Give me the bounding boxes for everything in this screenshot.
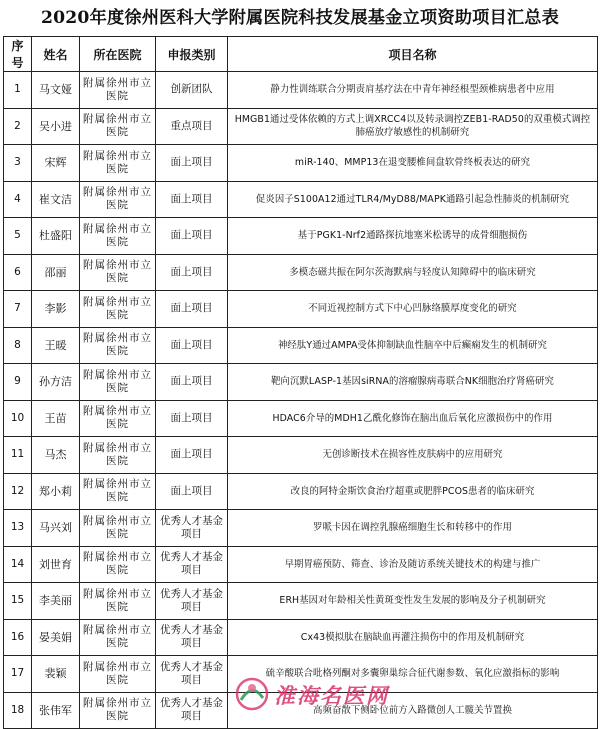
table-row <box>4 72 598 109</box>
cell-index: 2 <box>4 108 32 145</box>
cell-hospital: 附属徐州市立医院 <box>80 546 156 583</box>
cell-index: 9 <box>4 364 32 401</box>
cell-name: 宋辉 <box>32 145 80 182</box>
projects-table <box>3 36 598 729</box>
cell-category: 优秀人才基金项目 <box>156 656 228 693</box>
cell-name: 马文娅 <box>32 72 80 109</box>
header-name: 姓名 <box>32 37 80 72</box>
cell-project: miR-140、MMP13在退变腰椎间盘软骨终板表达的研究 <box>228 145 598 182</box>
cell-category: 优秀人才基金项目 <box>156 692 228 729</box>
cell-index: 5 <box>4 218 32 255</box>
cell-category: 面上项目 <box>156 473 228 510</box>
cell-name: 孙方洁 <box>32 364 80 401</box>
cell-category: 创新团队 <box>156 72 228 109</box>
cell-project: 多模态磁共振在阿尔茨海默病与轻度认知障碍中的临床研究 <box>228 254 598 291</box>
cell-name: 吴小进 <box>32 108 80 145</box>
cell-index: 4 <box>4 181 32 218</box>
cell-hospital: 附属徐州市立医院 <box>80 291 156 328</box>
cell-index: 12 <box>4 473 32 510</box>
cell-index: 8 <box>4 327 32 364</box>
cell-index: 1 <box>4 72 32 109</box>
cell-hospital: 附属徐州市立医院 <box>80 473 156 510</box>
cell-name: 邵丽 <box>32 254 80 291</box>
cell-name: 张伟军 <box>32 692 80 729</box>
cell-name: 李影 <box>32 291 80 328</box>
cell-index: 11 <box>4 437 32 474</box>
cell-category: 优秀人才基金项目 <box>156 510 228 547</box>
cell-project: 神经肽Y通过AMPA受体抑制缺血性脑卒中后癫痫发生的机制研究 <box>228 327 598 364</box>
cell-category: 面上项目 <box>156 218 228 255</box>
cell-project: 促炎因子S100A12通过TLR4/MyD88/MAPK通路引起急性肺炎的机制研究 <box>228 181 598 218</box>
watermark-text: 淮海名医网 <box>274 683 389 708</box>
cell-hospital: 附属徐州市立医院 <box>80 510 156 547</box>
cell-category: 优秀人才基金项目 <box>156 546 228 583</box>
table-row <box>4 145 598 182</box>
cell-hospital: 附属徐州市立医院 <box>80 619 156 656</box>
cell-category: 重点项目 <box>156 108 228 145</box>
cell-index: 6 <box>4 254 32 291</box>
table-row <box>4 291 598 328</box>
table-row <box>4 473 598 510</box>
cell-index: 15 <box>4 583 32 620</box>
cell-name: 刘世育 <box>32 546 80 583</box>
cell-project: 无创诊断技术在损容性皮肤病中的应用研究 <box>228 437 598 474</box>
cell-index: 13 <box>4 510 32 547</box>
header-project: 项目名称 <box>228 37 598 72</box>
table-row <box>4 510 598 547</box>
table-row <box>4 437 598 474</box>
cell-index: 14 <box>4 546 32 583</box>
cell-name: 马杰 <box>32 437 80 474</box>
cell-project: 罗哌卡因在调控乳腺癌细胞生长和转移中的作用 <box>228 510 598 547</box>
watermark <box>232 674 432 714</box>
cell-hospital: 附属徐州市立医院 <box>80 218 156 255</box>
table-row <box>4 619 598 656</box>
cell-category: 面上项目 <box>156 327 228 364</box>
cell-category: 面上项目 <box>156 181 228 218</box>
table-header-row <box>4 37 598 72</box>
cell-project: Cx43模拟肽在脑缺血再灌注损伤中的作用及机制研究 <box>228 619 598 656</box>
cell-name: 晏美娟 <box>32 619 80 656</box>
cell-name: 裴颖 <box>32 656 80 693</box>
cell-hospital: 附属徐州市立医院 <box>80 656 156 693</box>
cell-name: 王苗 <box>32 400 80 437</box>
cell-name: 杜盛阳 <box>32 218 80 255</box>
table-row <box>4 364 598 401</box>
cell-category: 优秀人才基金项目 <box>156 583 228 620</box>
cell-category: 面上项目 <box>156 437 228 474</box>
cell-category: 优秀人才基金项目 <box>156 619 228 656</box>
cell-category: 面上项目 <box>156 364 228 401</box>
cell-hospital: 附属徐州市立医院 <box>80 108 156 145</box>
cell-name: 崔文洁 <box>32 181 80 218</box>
cell-hospital: 附属徐州市立医院 <box>80 254 156 291</box>
cell-hospital: 附属徐州市立医院 <box>80 145 156 182</box>
cell-project: 不同近视控制方式下中心凹脉络膜厚度变化的研究 <box>228 291 598 328</box>
cell-project: 改良的阿特金斯饮食治疗超重或肥胖PCOS患者的临床研究 <box>228 473 598 510</box>
cell-hospital: 附属徐州市立医院 <box>80 437 156 474</box>
table-row <box>4 181 598 218</box>
cell-category: 面上项目 <box>156 254 228 291</box>
cell-project: 早期胃癌预防、筛查、诊治及随访系统关键技术的构建与推广 <box>228 546 598 583</box>
cell-name: 王暖 <box>32 327 80 364</box>
page-title: 2020年度徐州医科大学附属医院科技发展基金立项资助项目汇总表 <box>40 8 560 28</box>
table-row <box>4 400 598 437</box>
cell-index: 7 <box>4 291 32 328</box>
cell-category: 面上项目 <box>156 291 228 328</box>
table-body <box>4 72 598 729</box>
cell-project: 基于PGK1-Nrf2通路探抗地塞米松诱导的成骨细胞损伤 <box>228 218 598 255</box>
table-row <box>4 327 598 364</box>
header-category: 申报类别 <box>156 37 228 72</box>
header-hospital: 所在医院 <box>80 37 156 72</box>
cell-category: 面上项目 <box>156 400 228 437</box>
cell-project: ERH基因对年龄相关性黄斑变性发生发展的影响及分子机制研究 <box>228 583 598 620</box>
cell-name: 马兴刘 <box>32 510 80 547</box>
cell-project: 靶向沉默LASP-1基因siRNA的溶瘤腺病毒联合NK细胞治疗肾癌研究 <box>228 364 598 401</box>
watermark-logo-icon <box>232 676 272 712</box>
cell-hospital: 附属徐州市立医院 <box>80 72 156 109</box>
cell-hospital: 附属徐州市立医院 <box>80 400 156 437</box>
header-index: 序号 <box>4 37 32 72</box>
cell-project: HDAC6介导的MDH1乙酰化修饰在脑出血后氧化应激损伤中的作用 <box>228 400 598 437</box>
table-row <box>4 254 598 291</box>
cell-project: 高频奋散下侧卧位前方入路微创人工髋关节置换 <box>228 692 598 729</box>
table-row <box>4 108 598 145</box>
cell-hospital: 附属徐州市立医院 <box>80 364 156 401</box>
cell-category: 面上项目 <box>156 145 228 182</box>
cell-index: 16 <box>4 619 32 656</box>
table-row <box>4 218 598 255</box>
cell-index: 17 <box>4 656 32 693</box>
cell-name: 李美丽 <box>32 583 80 620</box>
cell-hospital: 附属徐州市立医院 <box>80 583 156 620</box>
cell-index: 3 <box>4 145 32 182</box>
cell-hospital: 附属徐州市立医院 <box>80 692 156 729</box>
cell-project: 静力性训练联合分期责肩基疗法在中青年神经根型颈椎病患者中应用 <box>228 72 598 109</box>
cell-hospital: 附属徐州市立医院 <box>80 181 156 218</box>
cell-name: 郑小莉 <box>32 473 80 510</box>
table-row <box>4 583 598 620</box>
cell-index: 10 <box>4 400 32 437</box>
cell-index: 18 <box>4 692 32 729</box>
cell-project: HMGB1通过受体依赖的方式上调XRCC4以及转录调控ZEB1-RAD50的双重模式调控肺癌放疗敏感性的机制研究 <box>228 108 598 145</box>
table-row <box>4 546 598 583</box>
cell-hospital: 附属徐州市立医院 <box>80 327 156 364</box>
cell-project: 硫辛酸联合吡格列酮对多囊卵巢综合征代谢参数、氧化应激指标的影响 <box>228 656 598 693</box>
